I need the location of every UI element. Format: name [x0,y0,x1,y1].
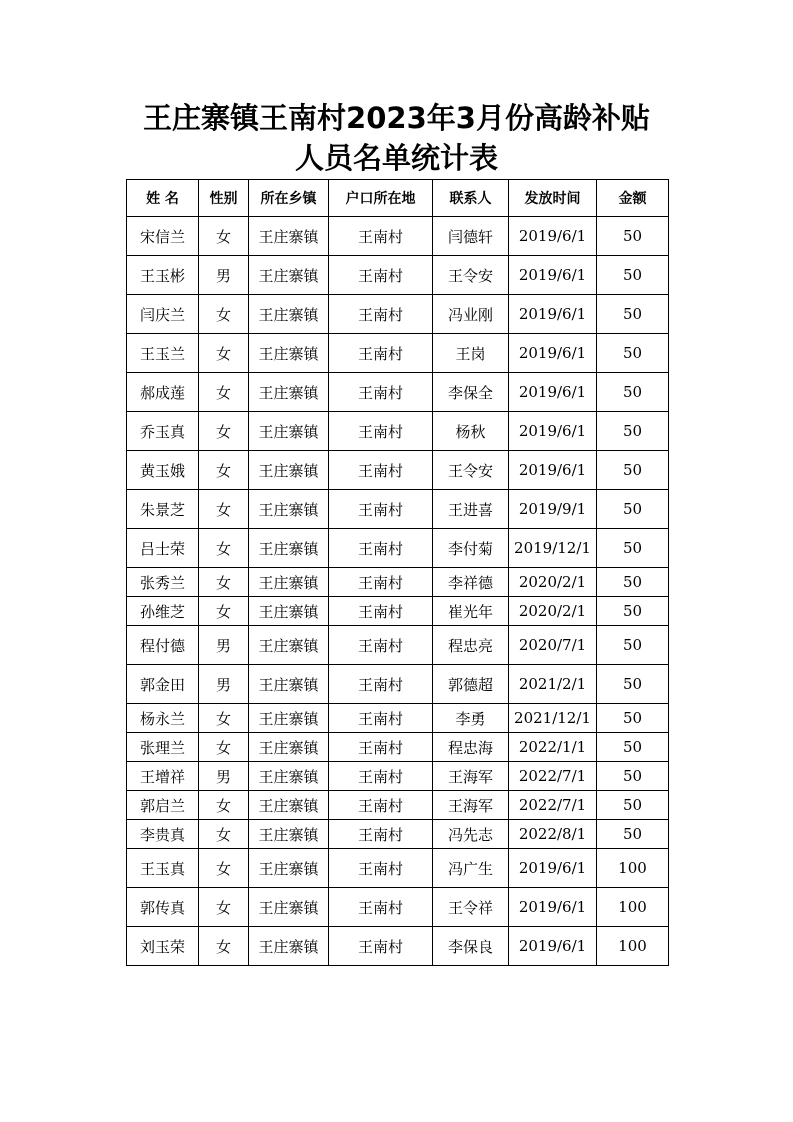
cell-town: 王庄寨镇 [249,334,329,373]
cell-town: 王庄寨镇 [249,373,329,412]
cell-contact: 郭德超 [433,665,509,704]
cell-hukou: 王南村 [329,597,433,626]
cell-gender: 女 [199,704,249,733]
table-row [127,888,669,927]
cell-town: 王庄寨镇 [249,665,329,704]
cell-gender: 男 [199,626,249,665]
table-row [127,626,669,665]
cell-date: 2019/6/1 [509,849,597,888]
cell-name: 郭金田 [127,665,199,704]
table-row [127,373,669,412]
cell-hukou: 王南村 [329,791,433,820]
cell-date: 2019/6/1 [509,256,597,295]
cell-name: 王玉兰 [127,334,199,373]
cell-name: 郝成莲 [127,373,199,412]
table-row [127,334,669,373]
cell-amount: 50 [597,334,669,373]
cell-amount: 50 [597,529,669,568]
cell-name: 吕士荣 [127,529,199,568]
cell-gender: 女 [199,849,249,888]
cell-date: 2019/12/1 [509,529,597,568]
cell-amount: 50 [597,597,669,626]
cell-contact: 王进喜 [433,490,509,529]
cell-gender: 男 [199,256,249,295]
cell-hukou: 王南村 [329,927,433,966]
table-row [127,490,669,529]
cell-gender: 女 [199,451,249,490]
table-row [127,927,669,966]
cell-gender: 女 [199,490,249,529]
cell-town: 王庄寨镇 [249,597,329,626]
cell-contact: 崔光年 [433,597,509,626]
table-row [127,762,669,791]
cell-date: 2020/2/1 [509,568,597,597]
cell-town: 王庄寨镇 [249,217,329,256]
cell-date: 2019/6/1 [509,927,597,966]
cell-contact: 程忠亮 [433,626,509,665]
cell-amount: 50 [597,665,669,704]
cell-gender: 男 [199,762,249,791]
cell-date: 2022/1/1 [509,733,597,762]
cell-date: 2022/7/1 [509,762,597,791]
cell-date: 2019/6/1 [509,888,597,927]
cell-amount: 100 [597,849,669,888]
document-title-line-2: 人员名单统计表 [294,141,498,175]
cell-hukou: 王南村 [329,529,433,568]
cell-gender: 女 [199,295,249,334]
header-contact: 联系人 [433,180,509,217]
cell-amount: 50 [597,626,669,665]
cell-contact: 李勇 [433,704,509,733]
cell-date: 2021/2/1 [509,665,597,704]
cell-date: 2022/8/1 [509,820,597,849]
cell-amount: 50 [597,568,669,597]
cell-town: 王庄寨镇 [249,529,329,568]
cell-contact: 李祥德 [433,568,509,597]
cell-gender: 女 [199,927,249,966]
subsidy-roster-table [126,179,669,966]
cell-date: 2019/6/1 [509,295,597,334]
cell-name: 王玉真 [127,849,199,888]
cell-name: 宋信兰 [127,217,199,256]
cell-town: 王庄寨镇 [249,626,329,665]
cell-name: 张理兰 [127,733,199,762]
cell-town: 王庄寨镇 [249,568,329,597]
cell-town: 王庄寨镇 [249,704,329,733]
table-row [127,733,669,762]
cell-contact: 李付菊 [433,529,509,568]
cell-hukou: 王南村 [329,733,433,762]
header-name: 姓 名 [127,180,199,217]
cell-town: 王庄寨镇 [249,820,329,849]
cell-gender: 女 [199,597,249,626]
cell-town: 王庄寨镇 [249,762,329,791]
cell-contact: 李保全 [433,373,509,412]
cell-contact: 王海军 [433,762,509,791]
cell-hukou: 王南村 [329,256,433,295]
cell-amount: 50 [597,791,669,820]
cell-contact: 冯业刚 [433,295,509,334]
cell-town: 王庄寨镇 [249,888,329,927]
cell-amount: 50 [597,256,669,295]
cell-name: 王玉彬 [127,256,199,295]
cell-amount: 50 [597,733,669,762]
cell-hukou: 王南村 [329,451,433,490]
cell-name: 黄玉娥 [127,451,199,490]
table-row [127,256,669,295]
table-header-row [127,180,669,217]
table-body [127,217,669,966]
cell-date: 2019/6/1 [509,373,597,412]
cell-hukou: 王南村 [329,849,433,888]
table-row [127,791,669,820]
header-hukou: 户口所在地 [329,180,433,217]
cell-gender: 女 [199,791,249,820]
cell-amount: 50 [597,412,669,451]
cell-contact: 王海军 [433,791,509,820]
cell-hukou: 王南村 [329,295,433,334]
table-row [127,597,669,626]
cell-date: 2019/6/1 [509,334,597,373]
cell-hukou: 王南村 [329,665,433,704]
cell-amount: 50 [597,451,669,490]
cell-amount: 100 [597,927,669,966]
header-town: 所在乡镇 [249,180,329,217]
cell-amount: 50 [597,490,669,529]
table-row [127,295,669,334]
table-row [127,529,669,568]
cell-gender: 女 [199,412,249,451]
document-title-line-1: 王庄寨镇王南村2023年3月份高龄补贴 [143,101,650,135]
cell-town: 王庄寨镇 [249,451,329,490]
cell-date: 2020/2/1 [509,597,597,626]
cell-date: 2019/6/1 [509,412,597,451]
table-row [127,849,669,888]
cell-name: 孙维芝 [127,597,199,626]
cell-town: 王庄寨镇 [249,256,329,295]
cell-name: 乔玉真 [127,412,199,451]
cell-name: 杨永兰 [127,704,199,733]
cell-name: 王增祥 [127,762,199,791]
cell-gender: 女 [199,529,249,568]
cell-hukou: 王南村 [329,626,433,665]
cell-town: 王庄寨镇 [249,733,329,762]
cell-name: 闫庆兰 [127,295,199,334]
cell-date: 2021/12/1 [509,704,597,733]
cell-amount: 50 [597,295,669,334]
cell-date: 2019/9/1 [509,490,597,529]
cell-hukou: 王南村 [329,373,433,412]
cell-name: 李贵真 [127,820,199,849]
cell-contact: 冯先志 [433,820,509,849]
header-gender: 性别 [199,180,249,217]
cell-date: 2019/6/1 [509,217,597,256]
table-row [127,665,669,704]
cell-town: 王庄寨镇 [249,791,329,820]
cell-gender: 男 [199,665,249,704]
cell-gender: 女 [199,334,249,373]
cell-amount: 50 [597,762,669,791]
cell-name: 张秀兰 [127,568,199,597]
table-row [127,451,669,490]
cell-hukou: 王南村 [329,762,433,791]
cell-town: 王庄寨镇 [249,490,329,529]
table-row [127,704,669,733]
table-row [127,820,669,849]
cell-amount: 100 [597,888,669,927]
cell-amount: 50 [597,704,669,733]
cell-date: 2020/7/1 [509,626,597,665]
cell-contact: 王岗 [433,334,509,373]
cell-name: 朱景芝 [127,490,199,529]
cell-gender: 女 [199,217,249,256]
cell-amount: 50 [597,820,669,849]
cell-date: 2019/6/1 [509,451,597,490]
cell-gender: 女 [199,373,249,412]
cell-date: 2022/7/1 [509,791,597,820]
cell-hukou: 王南村 [329,490,433,529]
cell-town: 王庄寨镇 [249,295,329,334]
cell-contact: 杨秋 [433,412,509,451]
cell-name: 郭启兰 [127,791,199,820]
cell-contact: 王令安 [433,451,509,490]
table-row [127,412,669,451]
cell-name: 刘玉荣 [127,927,199,966]
cell-amount: 50 [597,373,669,412]
cell-contact: 冯广生 [433,849,509,888]
cell-hukou: 王南村 [329,568,433,597]
cell-amount: 50 [597,217,669,256]
cell-gender: 女 [199,888,249,927]
cell-hukou: 王南村 [329,704,433,733]
table-row [127,568,669,597]
cell-town: 王庄寨镇 [249,927,329,966]
cell-hukou: 王南村 [329,334,433,373]
cell-contact: 王令祥 [433,888,509,927]
cell-contact: 程忠海 [433,733,509,762]
cell-hukou: 王南村 [329,820,433,849]
cell-hukou: 王南村 [329,888,433,927]
header-amount: 金额 [597,180,669,217]
cell-name: 郭传真 [127,888,199,927]
cell-contact: 王令安 [433,256,509,295]
table-row [127,217,669,256]
cell-gender: 女 [199,733,249,762]
cell-contact: 闫德轩 [433,217,509,256]
cell-town: 王庄寨镇 [249,412,329,451]
cell-name: 程付德 [127,626,199,665]
cell-town: 王庄寨镇 [249,849,329,888]
cell-hukou: 王南村 [329,217,433,256]
cell-hukou: 王南村 [329,412,433,451]
cell-contact: 李保良 [433,927,509,966]
header-date: 发放时间 [509,180,597,217]
cell-gender: 女 [199,820,249,849]
cell-gender: 女 [199,568,249,597]
